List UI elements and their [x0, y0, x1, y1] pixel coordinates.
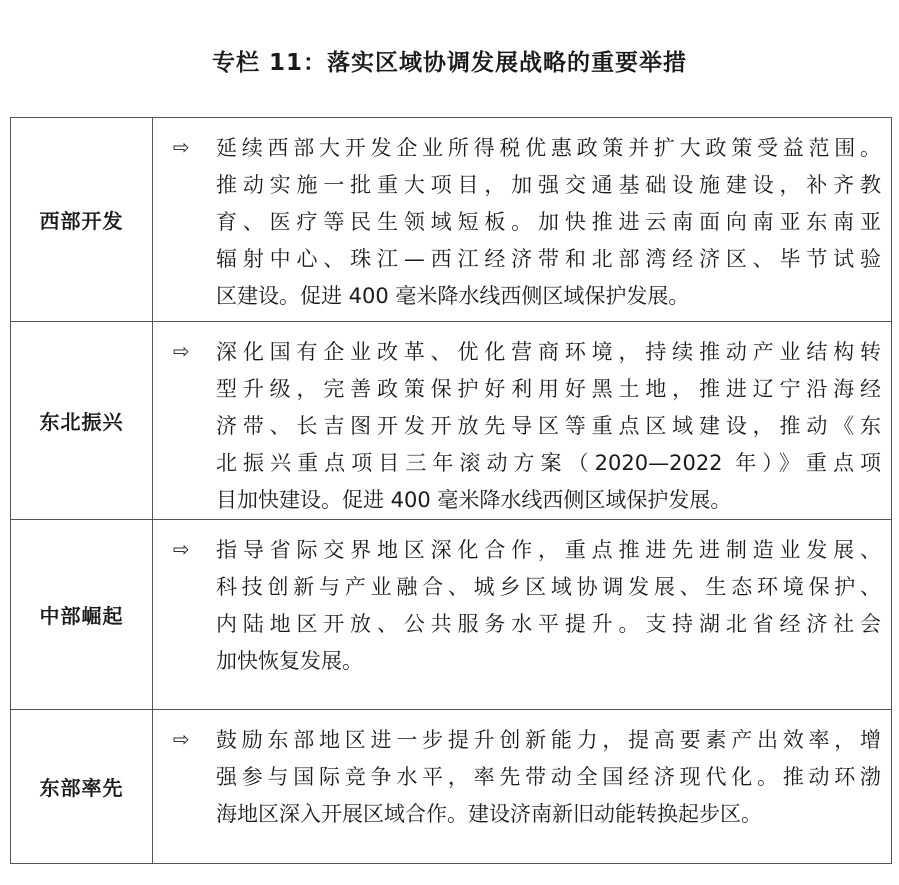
hollow-arrow-right-icon: ⇨	[173, 537, 190, 561]
text-line: 深化国有企业改革、优化营商环境，持续推动产业结构转	[216, 340, 881, 364]
table-row	[11, 118, 891, 321]
text-line: 型升级，完善政策保护好利用好黑土地，推进辽宁沿海经	[216, 377, 881, 401]
text-line: 海地区深入开展区域合作。建设济南新旧动能转换起步区。	[216, 802, 762, 826]
text-line: 强参与国际竞争水平，率先带动全国经济现代化。推动环渤	[216, 765, 881, 789]
text-line: 辐射中心、珠江—西江经济带和北部湾经济区、毕节试验	[216, 247, 881, 271]
text-line: 科技创新与产业融合、城乡区域协调发展、生态环境保护、	[216, 575, 881, 599]
measure-content	[153, 118, 891, 321]
text-line: 北振兴重点项目三年滚动方案（2020—2022 年）》重点项	[216, 451, 881, 475]
page-title: 专栏 11：落实区域协调发展战略的重要举措	[211, 50, 687, 76]
measures-table	[10, 117, 892, 864]
text-line: 延续西部大开发企业所得税优惠政策并扩大政策受益范围。	[216, 136, 881, 160]
measure-content	[153, 710, 891, 863]
text-line: 目加快建设。促进 400 毫米降水线西侧区域保护发展。	[216, 488, 732, 512]
table-row	[11, 519, 891, 709]
hollow-arrow-right-icon: ⇨	[173, 727, 190, 751]
text-line: 鼓励东部地区进一步提升创新能力，提高要素产出效率，增	[216, 728, 881, 752]
hollow-arrow-right-icon: ⇨	[173, 339, 190, 363]
hollow-arrow-right-icon: ⇨	[173, 135, 190, 159]
region-label: 西部开发	[11, 118, 153, 321]
measure-content	[153, 322, 891, 519]
text-line: 育、医疗等民生领域短板。加快推进云南面向南亚东南亚	[216, 210, 881, 234]
region-label: 东部率先	[11, 710, 153, 863]
text-line: 内陆地区开放、公共服务水平提升。支持湖北省经济社会	[216, 612, 881, 636]
region-label: 中部崛起	[11, 520, 153, 709]
region-label: 东北振兴	[11, 322, 153, 519]
text-line: 推动实施一批重大项目，加强交通基础设施建设，补齐教	[216, 173, 881, 197]
text-line: 指导省际交界地区深化合作，重点推进先进制造业发展、	[216, 538, 881, 562]
text-line: 区建设。促进 400 毫米降水线西侧区域保护发展。	[216, 284, 690, 308]
text-line: 济带、长吉图开发开放先导区等重点区域建设，推动《东	[216, 414, 881, 438]
text-line: 加快恢复发展。	[216, 649, 363, 673]
table-row	[11, 709, 891, 863]
table-row	[11, 321, 891, 519]
measure-content	[153, 520, 891, 709]
